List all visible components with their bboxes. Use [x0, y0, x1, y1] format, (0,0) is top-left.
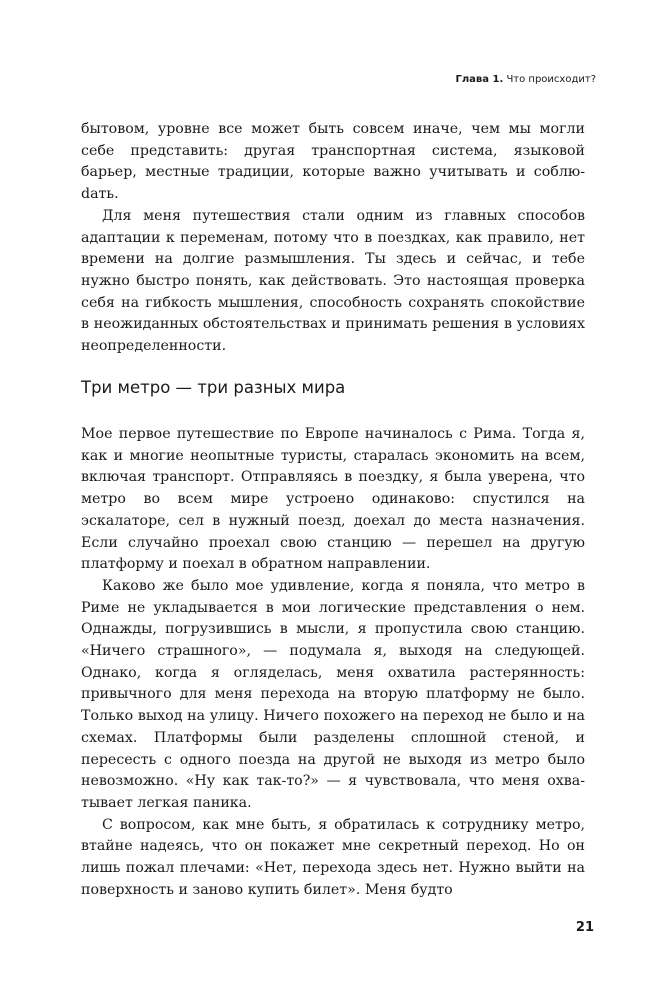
- chapter-title: Что происходит?: [506, 74, 596, 85]
- paragraph: бытовом, уровне все может быть совсем иначе, чем мы могли себе представить: другая транспортная система, языковой барьер, местные традиции, которые важно учитывать и соблюdать.: [81, 121, 585, 203]
- page-number: 21: [575, 920, 594, 935]
- paragraph: С вопросом, как мне быть, я обратилась к сотруднику метро, втайне надеясь, что он покажет мне секретный переход. Но он лишь пожал плечами: «Нет, перехода здесь нет. Нужно выйти на поверхность и заново купить билет». Меня будто: [81, 816, 585, 898]
- running-head: [455, 74, 596, 85]
- section-heading: Три метро — три разных мира: [81, 378, 346, 397]
- paragraph: Каково же было мое удивление, когда я поняла, что метро в Риме не укладывается в мои логические представления о нем. Однажды, погрузившись в мысли, я пропустила свою станцию. «Ничего страшного», — подумала я, выходя на следующей. Однако, когда я огляделась, меня охватила растерянность: привычного для меня перехода на вторую платформу не было. Только выход на улицу. Ничего похожего на переход не было и на схемах. Платформы были разделены сплошной стеной, и пересесть с одного поезда на другой не выходя из метро было невозможно. «Ну как так-то?» — я чувствовала, что меня охватывает легкая паника.: [81, 577, 585, 811]
- paragraph: Для меня путешествия стали одним из главных способов адаптации к переменам, потому что в поездках, как правило, нет времени на долгие размышления. Ты здесь и сейчас, и тебе нужно быстро понять, как действовать. Это настоящая проверка себя на гибкость мышления, способность сохранять спокойствие в неожиданных обстоятельствах и принимать решения в условиях неопределенности.: [81, 207, 585, 355]
- paragraph: Мое первое путешествие по Европе начиналось с Рима. Тогда я, как и многие неопытные туристы, старалась экономить на всем, включая транспорт. Отправляясь в поездку, я была уверена, что метро во всем мире устроено одинаково: спустился на эскалаторе, сел в нужный поезд, доехал до места назначения. Если случайно проехал свою станцию — перешел на другую платформу и поехал в обратном направлении.: [81, 426, 585, 573]
- section-body-text: [81, 424, 585, 901]
- chapter-label: Глава 1.: [455, 74, 504, 85]
- body-text-top: [81, 119, 585, 358]
